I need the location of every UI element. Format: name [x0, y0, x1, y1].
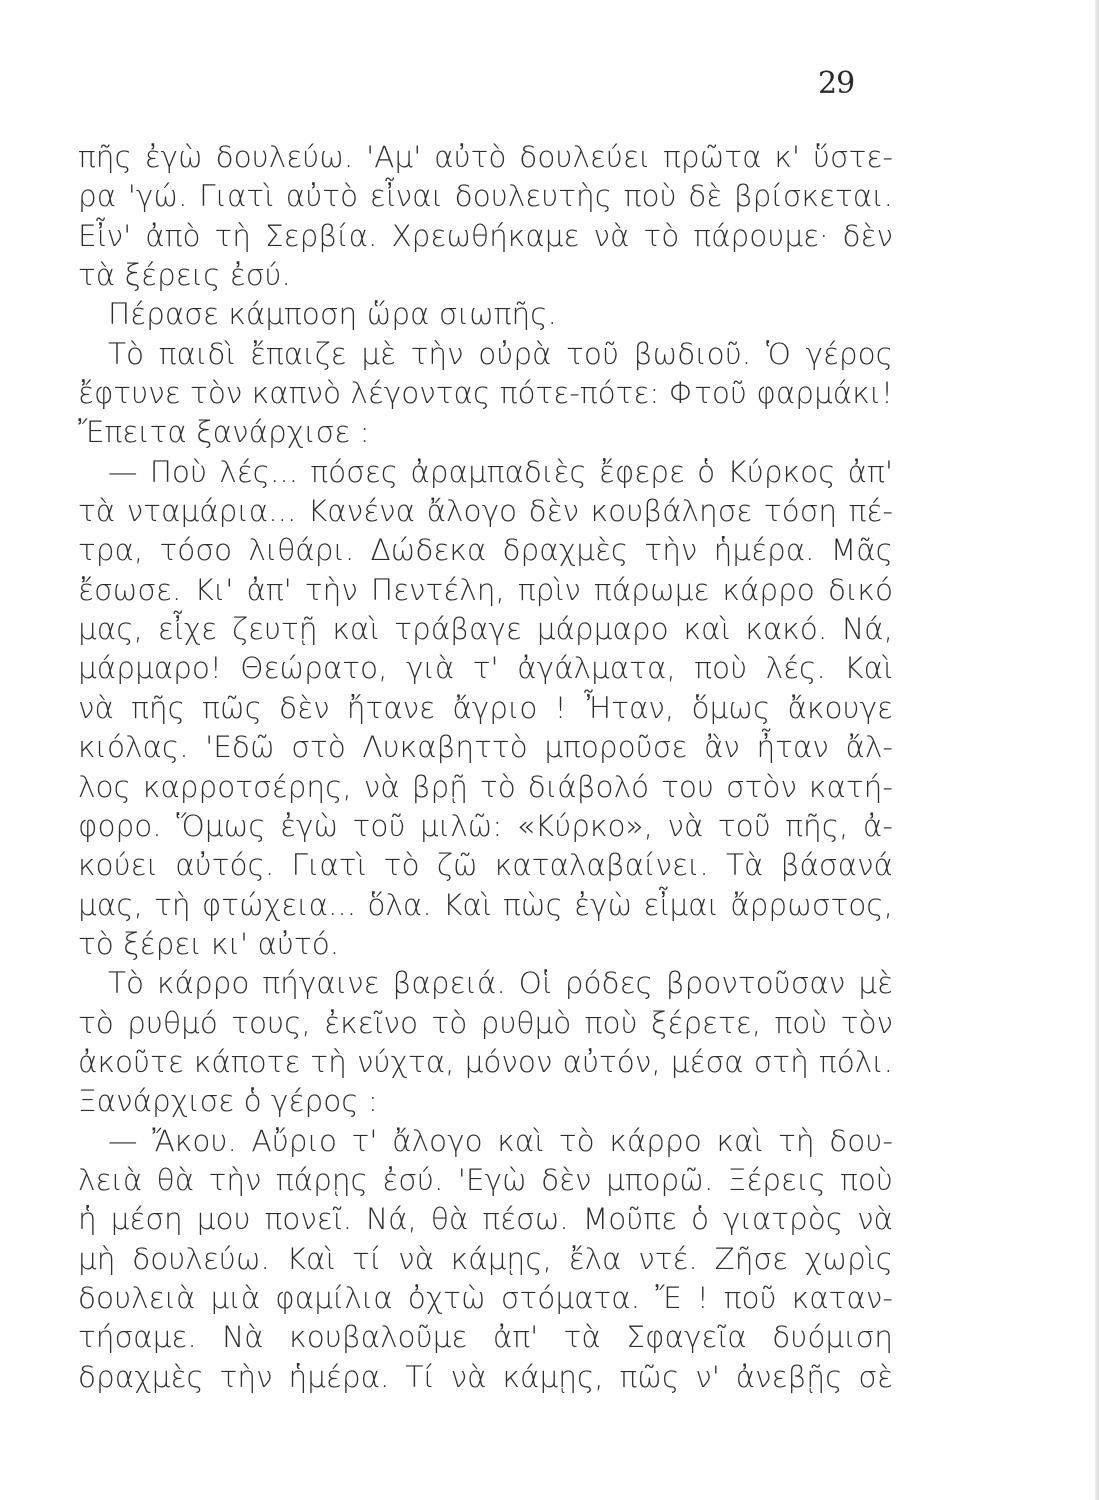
- text-line: κιόλας. 'Εδῶ στὸ Λυκαβηττὸ μποροῦσε ἂν ἦταν ἄλ-: [78, 730, 893, 765]
- text-line: λειὰ θὰ τὴν πάρῃς ἐσύ. 'Εγὼ δὲν μπορῶ. Ξέρεις ποὺ: [78, 1162, 893, 1197]
- text-line: ἡ μέση μου πονεῖ. Νά, θὰ πέσω. Μοῦπε ὁ γιατρὸς νὰ: [78, 1202, 893, 1237]
- text-line: ἔσωσε. Κι' ἀπ' τὴν Πεντέλη, πρὶν πάρωμε κάρρο δικό: [78, 572, 893, 607]
- text-line: Ἔπειτα ξανάρχισε :: [78, 415, 370, 450]
- page-edge-shadow: [1095, 0, 1099, 1500]
- text-line: — Ποὺ λές... πόσες ἀραμπαδιὲς ἔφερε ὁ Κύρκος ἀπ': [108, 454, 893, 489]
- text-line: κούει αὐτός. Γιατὶ τὸ ζῶ καταλαβαίνει. Τὰ βάσανά: [78, 848, 893, 883]
- text-line: νὰ πῆς πῶς δὲν ἤτανε ἄγριο ! Ἦταν, ὅμως ἄκουγε: [78, 690, 893, 725]
- text-line: ἔφτυνε τὸν καπνὸ λέγοντας πότε-πότε: Φτοῦ φαρμάκι!: [78, 376, 893, 411]
- text-line: Εἶν' ἀπὸ τὴ Σερβία. Χρεωθήκαμε νὰ τὸ πάρουμε· δὲν: [78, 218, 893, 253]
- text-line: φορο. Ὅμως ἐγὼ τοῦ μιλῶ: «Κύρκο», νὰ τοῦ πῆς, ἀ-: [78, 808, 893, 843]
- text-line: τήσαμε. Νὰ κουβαλοῦμε ἀπ' τὰ Σφαγεῖα δυόμιση: [78, 1320, 893, 1355]
- body-text: [78, 138, 893, 1397]
- text-line: ἀκοῦτε κάποτε τὴ νύχτα, μόνον αὐτόν, μέσα στὴ πόλι.: [78, 1044, 893, 1079]
- text-line: Ξανάρχισε ὁ γέρος :: [78, 1084, 378, 1119]
- text-line: τὰ ξέρεις ἐσύ.: [78, 258, 291, 293]
- text-line: μὴ δουλεύω. Καὶ τί νὰ κάμῃς, ἔλα ντέ. Ζῆσε χωρὶς: [78, 1241, 893, 1276]
- text-line: τὸ ρυθμό τους, ἐκεῖνο τὸ ρυθμὸ ποὺ ξέρετε, ποὺ τὸν: [78, 1005, 893, 1040]
- text-line: — Ἄκου. Αὔριο τ' ἄλογο καὶ τὸ κάρρο καὶ τὴ δου-: [108, 1123, 893, 1158]
- text-line: ρα 'γώ. Γιατὶ αὐτὸ εἶναι δουλευτὴς ποὺ δὲ βρίσκεται.: [78, 179, 893, 214]
- text-line: Τὸ παιδὶ ἔπαιζε μὲ τὴν οὐρὰ τοῦ βωδιοῦ. Ὁ γέρος: [108, 336, 893, 371]
- text-line: τρα, τόσο λιθάρι. Δώδεκα δραχμὲς τὴν ἡμέρα. Μᾶς: [78, 533, 893, 568]
- text-line: πῆς ἐγὼ δουλεύω. 'Αμ' αὐτὸ δουλεύει πρῶτα κ' ὕστε-: [78, 140, 893, 174]
- page-number: 29: [818, 66, 855, 101]
- text-line: μάρμαρο! Θεώρατο, γιὰ τ' ἀγάλματα, ποὺ λές. Καὶ: [78, 651, 893, 686]
- text-line: Πέρασε κάμποση ὥρα σιωπῆς.: [108, 297, 557, 332]
- text-line: Τὸ κάρρο πήγαινε βαρειά. Οἱ ρόδες βροντοῦσαν μὲ: [108, 966, 893, 1001]
- text-line: μας, εἶχε ζευτῇ καὶ τράβαγε μάρμαρο καὶ κακό. Νά,: [78, 612, 893, 647]
- text-line: λος καρροτσέρης, νὰ βρῇ τὸ διάβολό του στὸν κατή-: [78, 769, 893, 804]
- text-line: τὰ νταμάρια... Κανένα ἄλογο δὲν κουβάλησε τόση πέ-: [78, 494, 893, 529]
- text-line: δουλειὰ μιὰ φαμίλια ὀχτὼ στόματα. Ἔ ! ποῦ καταν-: [78, 1280, 893, 1315]
- text-line: δραχμὲς τὴν ἡμέρα. Τί νὰ κάμῃς, πῶς ν' ἀνεβῇς σὲ: [78, 1359, 893, 1394]
- text-line: τὸ ξέρει κι' αὐτό.: [78, 926, 340, 961]
- text-line: μας, τὴ φτώχεια... ὅλα. Καὶ πὼς ἐγὼ εἶμαι ἄρρωστος,: [78, 887, 893, 922]
